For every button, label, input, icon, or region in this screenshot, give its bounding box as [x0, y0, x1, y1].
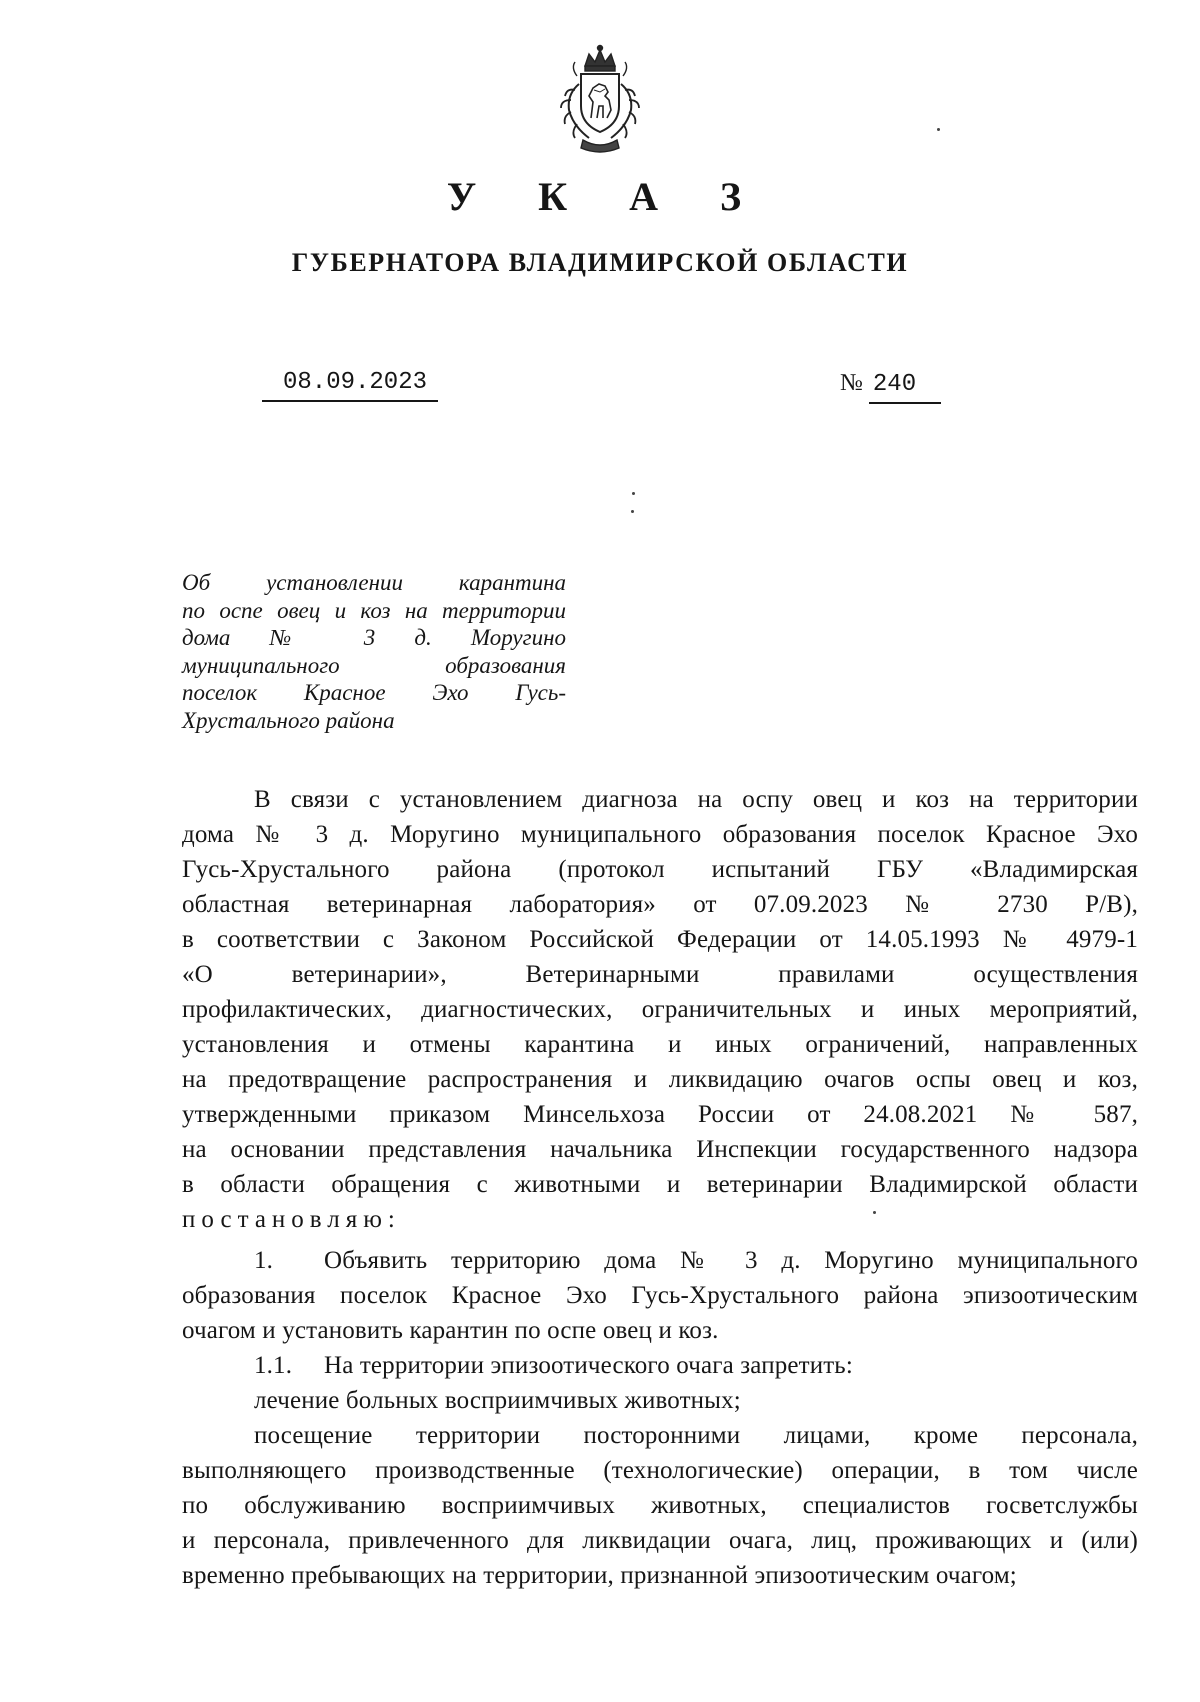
scan-speck — [873, 1211, 876, 1214]
scan-speck — [631, 510, 634, 513]
item-1-line: образования поселок Красное Эхо Гусь-Хрустального района эпизоотическим — [182, 1282, 1138, 1309]
preamble-line: «О ветеринарии», Ветеринарными правилами осуществления — [182, 961, 1138, 988]
resolution-word: постановляю: — [182, 1206, 401, 1233]
issuer-title: ГУБЕРНАТОРА ВЛАДИМИРСКОЙ ОБЛАСТИ — [291, 248, 909, 277]
item-1-line: очагом и установить карантин по оспе овец и коз. — [182, 1317, 719, 1344]
item-1-text: Объявить территорию дома № 3 д. Моругино муниципального — [324, 1247, 1138, 1274]
preamble-line: в области обращения с животными и ветеринарии Владимирской области — [182, 1171, 1138, 1198]
vladimir-region-coat-of-arms-icon — [553, 44, 647, 154]
document-number-field — [840, 366, 941, 404]
document-type-title: У К А З — [446, 174, 768, 219]
item-1-number: 1. — [254, 1247, 274, 1274]
document-number: 240 — [869, 368, 941, 404]
subject-line: по оспе овец и коз на территории — [182, 597, 566, 623]
ban-item-2-line: и персонала, привлеченного для ликвидации очага, лиц, проживающих и (или) — [182, 1527, 1138, 1554]
preamble-line: в соответствии с Законом Российской Федерации от 14.05.1993 № 4979-1 — [182, 926, 1138, 953]
ban-item-2-line: посещение территории посторонними лицами, кроме персонала, — [254, 1422, 1138, 1449]
preamble-line: Гусь-Хрустального района (протокол испытаний ГБУ «Владимирская — [182, 856, 1138, 883]
preamble-line: областная ветеринарная лаборатория» от 07.09.2023 № 2730 Р/В), — [182, 891, 1138, 918]
preamble-line: В связи с установлением диагноза на оспу овец и коз на территории — [254, 786, 1138, 813]
preamble-line: на предотвращение распространения и ликвидацию очагов оспы овец и коз, — [182, 1066, 1138, 1093]
subject-line: поселок Красное Эхо Гусь- — [182, 680, 566, 706]
item-1-1-text: На территории эпизоотического очага запретить: — [324, 1352, 853, 1379]
document-date: 08.09.2023 — [262, 366, 438, 402]
preamble-line: на основании представления начальника Инспекции государственного надзора — [182, 1136, 1138, 1163]
item-1-1-line — [182, 1348, 1138, 1383]
subject-line: муниципального образования — [182, 652, 566, 678]
item-1-first-line — [182, 1243, 1138, 1278]
subject-line: Хрустального района — [182, 707, 395, 733]
scan-speck — [937, 128, 940, 131]
preamble-line: утвержденными приказом Минсельхоза России от 24.08.2021 № 587, — [182, 1101, 1138, 1128]
ban-item-2-line: временно пребывающих на территории, признанной эпизоотическим очагом; — [182, 1562, 1017, 1589]
preamble-line: дома № 3 д. Моругино муниципального образования поселок Красное Эхо — [182, 821, 1138, 848]
ban-item-2-line: выполняющего производственные (технологические) операции, в том числе — [182, 1457, 1138, 1484]
decree-body — [182, 782, 1138, 1593]
number-sign: № — [840, 370, 863, 396]
subject-line: дома № 3 д. Моругино — [182, 625, 566, 651]
subject-line: Об установлении карантина — [182, 570, 566, 595]
item-1-1-number: 1.1. — [254, 1352, 293, 1379]
preamble-line: установления и отмены карантина и иных ограничений, направленных — [182, 1031, 1138, 1058]
ban-item-1: лечение больных восприимчивых животных; — [254, 1387, 741, 1414]
decree-subject — [182, 569, 566, 735]
ban-item-2-line: по обслуживанию восприимчивых животных, специалистов госветслужбы — [182, 1492, 1138, 1519]
preamble-line: профилактических, диагностических, ограничительных и иных мероприятий, — [182, 996, 1138, 1023]
scan-speck — [632, 492, 635, 495]
